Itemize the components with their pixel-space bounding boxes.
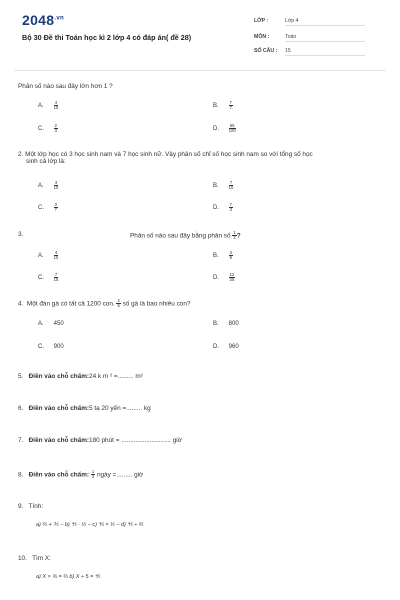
fraction: $\frac{7}{7}$ <box>229 100 233 111</box>
fraction: $\frac{3}{7}$ <box>54 202 58 213</box>
fraction: $\frac{2}{5}$ <box>117 298 120 309</box>
option-value: 450 <box>53 321 64 327</box>
fraction: $\frac{3}{9}$ <box>229 250 233 261</box>
question-number: 9. <box>18 503 24 510</box>
q4-option-c <box>38 344 64 350</box>
question-text: ngày =......... giờ <box>96 471 144 479</box>
q2-option-c <box>38 203 58 212</box>
option-label: B. <box>213 253 219 260</box>
fraction: $\frac{55}{100}$ <box>228 123 236 134</box>
q4-option-b <box>213 321 239 327</box>
question-text-wrap <box>130 231 241 240</box>
fraction: $\frac{7}{10}$ <box>228 180 234 191</box>
question-text: Một lớp học có 3 học sinh nam và 7 học sinh nữ. Vậy phân số chỉ số học sinh nam so với tổng số học <box>25 151 313 158</box>
question-text: Phân số nào sau đây lớn hơn 1 ? <box>18 83 113 90</box>
question-label: Tìm X: <box>32 555 51 562</box>
question-text-cont: sinh cả lớp là: <box>26 158 66 165</box>
option-label: C. <box>38 275 44 282</box>
fraction: $\frac{4}{15}$ <box>53 100 59 111</box>
question-10 <box>18 555 382 562</box>
option-label: D. <box>213 126 219 133</box>
q3-option-c <box>38 273 58 282</box>
meta-key: MÔN : <box>254 34 270 40</box>
q3-option-d <box>213 273 235 282</box>
question-text: Một đàn gà có tất cả 1200 con. <box>26 300 115 308</box>
question-number: 7. <box>18 437 24 444</box>
fraction: $\frac{12}{25}$ <box>229 272 235 283</box>
option-label: C. <box>38 344 44 350</box>
fraction: $\frac{1}{2}$ <box>91 469 95 480</box>
logo: $2048^{.vn}$ <box>22 12 64 28</box>
question-text: 180 phút = ............................ giờ <box>89 437 182 444</box>
fraction: $\frac{7}{3}$ <box>229 202 233 213</box>
question-number: 4. <box>18 300 24 308</box>
question-number: 5. <box>18 373 24 380</box>
option-value: 800 <box>228 321 239 327</box>
option-label: D. <box>213 275 219 282</box>
option-label: B. <box>213 183 219 190</box>
question-9-line: a) ⅔ + ⅗ − b) ⅘ · ⅓ − c) ⅘ × ⅓ − d) ⅘ ÷ ⅔ <box>36 522 144 528</box>
question-label: Tính: <box>28 503 44 510</box>
q2-option-d <box>213 203 233 212</box>
q1-option-d <box>213 124 236 133</box>
q3-option-b <box>213 251 233 260</box>
question-number: 8. <box>18 471 24 479</box>
meta-key: SỐ CÂU : <box>254 48 278 54</box>
fraction: $\frac{3}{10}$ <box>53 180 59 191</box>
question-number: 2. <box>18 151 24 158</box>
question-label: Điền vào chỗ chấm: <box>28 373 90 380</box>
option-label: C. <box>38 126 44 133</box>
divider <box>14 70 386 71</box>
question-2 <box>18 151 382 165</box>
option-label: A. <box>38 253 44 260</box>
q1-option-c <box>38 124 58 133</box>
question-number: 6. <box>18 405 24 412</box>
fraction: $\frac{2}{3}$ <box>54 123 58 134</box>
question-number: 10. <box>18 555 27 562</box>
question-text: 24 k m ² =......... m² <box>89 373 143 380</box>
fraction: $\frac{1}{3}$ <box>233 230 236 241</box>
fraction: $\frac{4}{15}$ <box>53 250 59 261</box>
question-4 <box>18 299 382 308</box>
option-value: 900 <box>53 344 64 350</box>
option-label: B. <box>213 103 219 110</box>
option-label: A. <box>38 103 44 110</box>
header <box>0 0 400 75</box>
option-label: C. <box>38 205 44 212</box>
question-8 <box>18 470 382 479</box>
option-label: A. <box>38 183 44 190</box>
question-5 <box>18 373 382 380</box>
option-label: D. <box>213 344 219 350</box>
meta-value: Toán <box>285 34 365 42</box>
question-number: 3. <box>18 231 24 238</box>
meta-value: Lớp 4 <box>285 18 365 26</box>
question-text-end: số gà là bao nhiêu con? <box>122 300 191 308</box>
meta-value: 15 <box>285 48 365 56</box>
q1-option-a <box>38 101 58 110</box>
question-label: Điền vào chỗ chấm: <box>28 471 90 479</box>
question-10-line: a) X × ¾ = ⅔ b) X ÷ 5 = ⅘ <box>36 574 101 580</box>
question-3 <box>18 230 382 241</box>
fraction: $\frac{7}{15}$ <box>53 272 59 283</box>
question-label: Điền vào chỗ chấm: <box>28 405 90 412</box>
q2-option-a <box>38 181 58 190</box>
question-6 <box>18 405 382 412</box>
question-label: Điền vào chỗ chấm: <box>28 437 90 444</box>
question-7 <box>18 437 382 444</box>
option-value: 960 <box>228 344 239 350</box>
q2-option-b <box>213 181 233 190</box>
question-1 <box>18 83 382 90</box>
option-label: B. <box>213 321 219 327</box>
question-mark: ? <box>236 232 241 240</box>
option-label: A. <box>38 321 44 327</box>
q3-option-a <box>38 251 58 260</box>
meta-key: LỚP : <box>254 18 269 24</box>
q4-option-d <box>213 344 239 350</box>
question-text: Phân số nào sau đây bằng phân số <box>130 232 231 240</box>
q4-option-a <box>38 321 64 327</box>
q1-option-b <box>213 101 233 110</box>
doc-title: Bộ 30 Đề thi Toán học kì 2 lớp 4 có đáp án( đề 28) <box>22 33 192 42</box>
question-9 <box>18 503 382 510</box>
question-text: 5 tạ 20 yến =......... kg <box>89 405 151 412</box>
option-label: D. <box>213 205 219 212</box>
